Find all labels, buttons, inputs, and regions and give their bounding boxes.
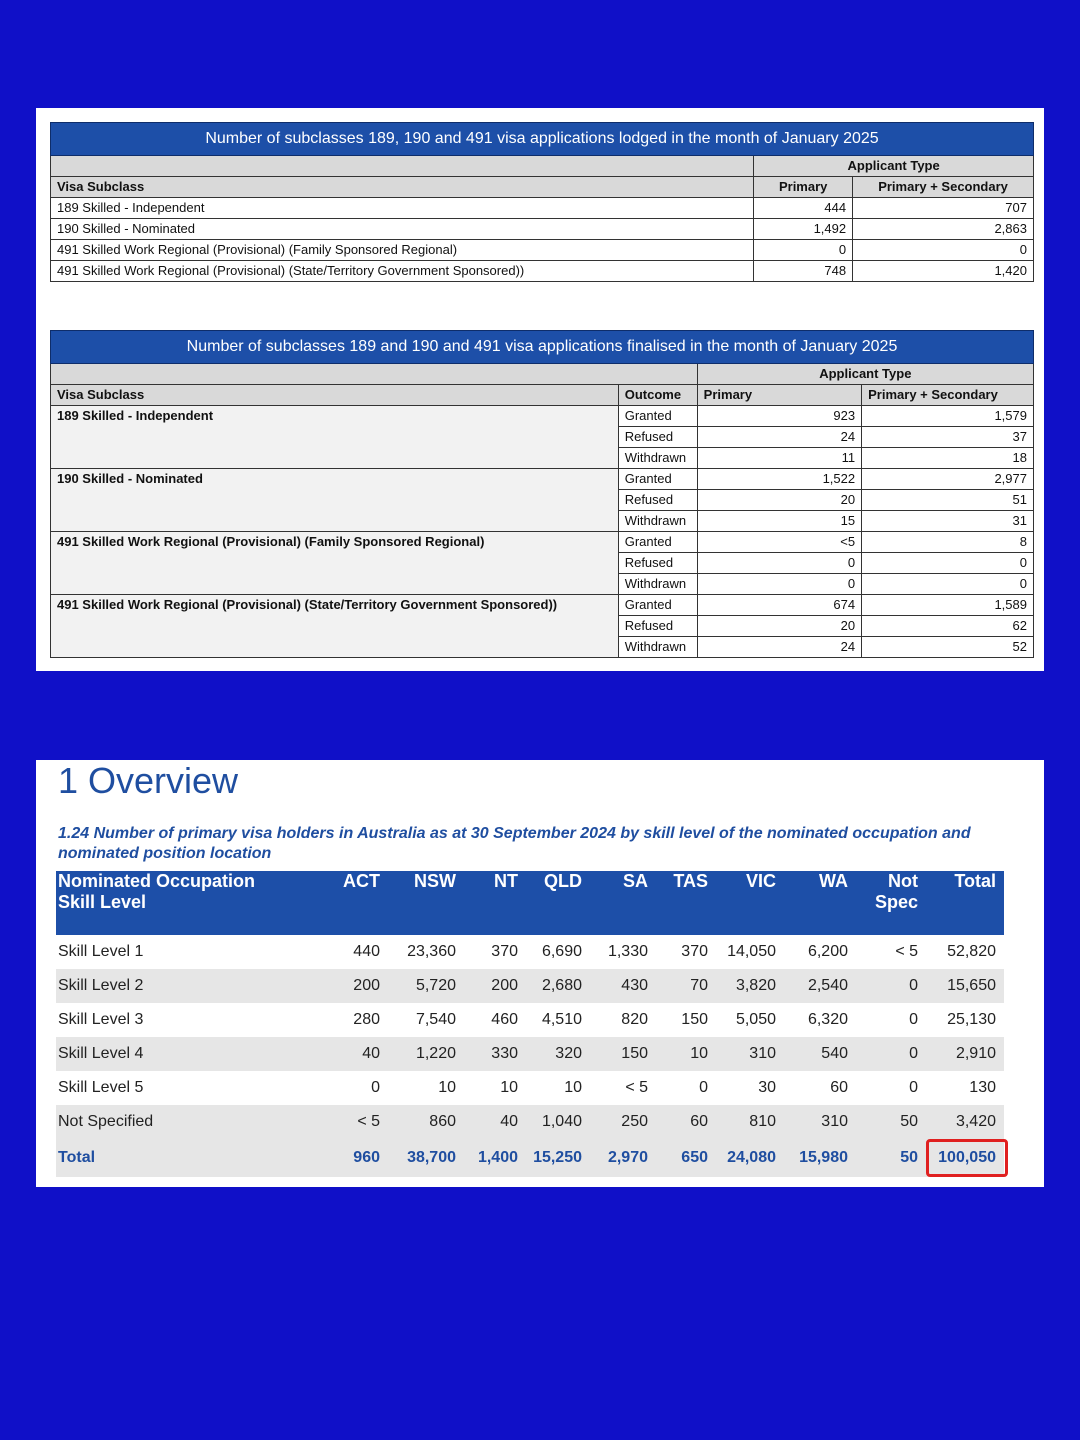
visa-subclass-header: Visa Subclass (51, 177, 754, 198)
value-cell: 860 (388, 1105, 464, 1139)
finalised-group-header-row (51, 364, 1034, 385)
value-cell: 150 (590, 1037, 656, 1071)
value-cell: 1,040 (526, 1105, 590, 1139)
value-cell: 1,220 (388, 1037, 464, 1071)
table-row (51, 240, 1034, 261)
outcome-cell: Refused (618, 553, 697, 574)
visa-subclass-cell: 491 Skilled Work Regional (Provisional) (State/Territory Government Sponsored)) (51, 595, 619, 658)
value-cell: 5,720 (388, 969, 464, 1003)
primary-secondary-cell: 0 (853, 240, 1034, 261)
visa-subclass-cell: 190 Skilled - Nominated (51, 469, 619, 532)
skill-level-cell: Not Specified (56, 1105, 326, 1139)
value-cell: 130 (969, 1079, 996, 1096)
column-header (856, 871, 926, 935)
visa-subclass-cell: 491 Skilled Work Regional (Provisional) (State/Territory Government Sponsored)) (51, 261, 754, 282)
primary-cell: 674 (697, 595, 861, 616)
primary-secondary-cell: 1,579 (862, 406, 1034, 427)
primary-secondary-cell: 37 (862, 427, 1034, 448)
total-value-cell: 1,400 (464, 1139, 526, 1177)
primary-secondary-cell: 18 (862, 448, 1034, 469)
column-header (526, 871, 590, 935)
value-cell: 30 (758, 1079, 776, 1096)
overview-caption: 1.24 Number of primary visa holders in Australia as at 30 September 2024 by skill level of the nominated occupation and nominated position location (58, 825, 971, 862)
primary-cell: 748 (754, 261, 853, 282)
value-cell: 280 (353, 1011, 380, 1028)
primary-secondary-cell: 1,589 (862, 595, 1034, 616)
primary-secondary-cell: 2,863 (853, 219, 1034, 240)
value-cell: 52,820 (947, 943, 996, 960)
total-label: Total (56, 1139, 326, 1177)
value-cell: 40 (326, 1037, 388, 1071)
value-cell: 0 (909, 1011, 918, 1028)
value-cell: 1,330 (607, 943, 648, 960)
column-header-line1: NSW (414, 871, 456, 891)
primary-secondary-header: Primary + Secondary (862, 385, 1034, 406)
value-cell: 10 (656, 1037, 716, 1071)
value-cell: 2,910 (926, 1037, 1004, 1071)
column-header (784, 871, 856, 935)
value-cell: 40 (464, 1105, 526, 1139)
column-header (716, 871, 784, 935)
column-header (656, 871, 716, 935)
primary-secondary-header: Primary + Secondary (853, 177, 1034, 198)
primary-cell: 0 (754, 240, 853, 261)
value-cell: 440 (353, 943, 380, 960)
total-value-cell: 960 (326, 1139, 388, 1177)
value-cell: 60 (656, 1105, 716, 1139)
overview-heading: 1 Overview (58, 760, 239, 801)
column-header (464, 871, 526, 935)
visa-subclass-cell: 189 Skilled - Independent (51, 406, 619, 469)
value-cell: 370 (681, 943, 708, 960)
value-cell: 4,510 (541, 1011, 582, 1028)
primary-cell: 11 (697, 448, 861, 469)
grand-total-highlight-box (926, 1139, 1008, 1177)
outcome-cell: Withdrawn (618, 448, 697, 469)
value-cell: 0 (856, 969, 926, 1003)
value-cell: 460 (491, 1011, 518, 1028)
lodged-table-title: Number of subclasses 189, 190 and 491 visa applications lodged in the month of January 2025 (51, 123, 1034, 156)
column-header-line1: QLD (544, 871, 582, 891)
outcome-cell: Refused (618, 427, 697, 448)
table-row (56, 969, 1004, 1003)
value-cell: 10 (438, 1079, 456, 1096)
table-row (56, 1003, 1004, 1037)
column-header (326, 871, 388, 935)
outcome-cell: Granted (618, 532, 697, 553)
value-cell: 200 (464, 969, 526, 1003)
lodged-column-header-row (51, 177, 1034, 198)
visa-subclass-header: Visa Subclass (51, 385, 619, 406)
value-cell: 310 (784, 1105, 856, 1139)
value-cell: 540 (784, 1037, 856, 1071)
value-cell: 310 (716, 1037, 784, 1071)
grand-total-cell: 100,050 (926, 1139, 1004, 1177)
value-cell: 6,320 (807, 1011, 848, 1028)
value-cell: 150 (681, 1011, 708, 1028)
value-cell: 320 (526, 1037, 590, 1071)
table-row (56, 1037, 1004, 1071)
total-value-cell: 24,080 (716, 1139, 784, 1177)
outcome-cell: Withdrawn (618, 511, 697, 532)
outcome-cell: Withdrawn (618, 574, 697, 595)
table-row (51, 261, 1034, 282)
applicant-type-header: Applicant Type (754, 156, 1034, 177)
skill-level-cell: Skill Level 1 (58, 943, 144, 960)
finalised-applications-table (50, 330, 1034, 658)
primary-secondary-cell: 51 (862, 490, 1034, 511)
finalised-table-title: Number of subclasses 189 and 190 and 491 visa applications finalised in the month of January 2025 (51, 331, 1034, 364)
primary-secondary-cell: 52 (862, 637, 1034, 658)
lodged-applications-table (50, 122, 1034, 282)
skill-level-cell: Skill Level 3 (58, 1011, 144, 1028)
column-header (590, 871, 656, 935)
outcome-cell: Granted (618, 595, 697, 616)
outcome-header: Outcome (618, 385, 697, 406)
column-header-line1: SA (622, 871, 648, 891)
value-cell: 820 (621, 1011, 648, 1028)
value-cell: 2,540 (784, 969, 856, 1003)
primary-cell: 20 (697, 490, 861, 511)
column-header (388, 871, 464, 935)
skill-level-cell: Skill Level 5 (58, 1079, 144, 1096)
value-cell: < 5 (895, 943, 918, 960)
primary-secondary-cell: 8 (862, 532, 1034, 553)
column-header-line1: NT (494, 871, 518, 891)
value-cell: 3,420 (926, 1105, 1004, 1139)
total-value-cell: 50 (856, 1139, 926, 1177)
primary-cell: 24 (697, 637, 861, 658)
column-header-line1: Nominated Occupation (58, 871, 256, 891)
primary-secondary-cell: 0 (862, 574, 1034, 595)
table-row (56, 935, 1004, 969)
total-value-cell: 15,980 (784, 1139, 856, 1177)
value-cell: 7,540 (415, 1011, 456, 1028)
outcome-cell: Refused (618, 616, 697, 637)
column-header-line1: VIC (745, 871, 776, 891)
applications-panel (36, 108, 1044, 671)
primary-cell: 444 (754, 198, 853, 219)
table-row (56, 1105, 1004, 1139)
value-cell: 200 (326, 969, 388, 1003)
table-row (51, 198, 1034, 219)
value-cell: 23,360 (407, 943, 456, 960)
value-cell: < 5 (326, 1105, 388, 1139)
primary-secondary-cell: 62 (862, 616, 1034, 637)
primary-header: Primary (754, 177, 853, 198)
lodged-title-row (51, 123, 1034, 156)
column-header-line2: Skill Level (58, 892, 147, 912)
outcome-cell: Refused (618, 490, 697, 511)
total-value-cell: 15,250 (526, 1139, 590, 1177)
value-cell: 250 (590, 1105, 656, 1139)
primary-cell: 20 (697, 616, 861, 637)
value-cell: 10 (564, 1079, 582, 1096)
value-cell: 810 (716, 1105, 784, 1139)
value-cell: 14,050 (727, 943, 776, 960)
value-cell: 6,200 (807, 943, 848, 960)
column-header-line1: Total (954, 871, 996, 891)
value-cell: 60 (830, 1079, 848, 1096)
table-row (56, 1071, 1004, 1105)
value-cell: 70 (656, 969, 716, 1003)
value-cell: 430 (590, 969, 656, 1003)
primary-cell: 24 (697, 427, 861, 448)
primary-cell: 923 (697, 406, 861, 427)
value-cell: 2,680 (526, 969, 590, 1003)
value-cell: 0 (371, 1079, 380, 1096)
value-cell: 3,820 (716, 969, 784, 1003)
value-cell: 5,050 (735, 1011, 776, 1028)
table-row (51, 406, 1034, 427)
column-header-line1: Not (888, 871, 918, 891)
primary-secondary-cell: 707 (853, 198, 1034, 219)
value-cell: 15,650 (926, 969, 1004, 1003)
finalised-column-header-row (51, 385, 1034, 406)
outcome-cell: Withdrawn (618, 637, 697, 658)
primary-cell: 1,492 (754, 219, 853, 240)
value-cell: < 5 (625, 1079, 648, 1096)
column-header-line2: Spec (874, 892, 918, 912)
table-row (51, 595, 1034, 616)
value-cell: 0 (699, 1079, 708, 1096)
primary-secondary-cell: 1,420 (853, 261, 1034, 282)
skill-level-cell: Skill Level 4 (56, 1037, 326, 1071)
value-cell: 6,690 (541, 943, 582, 960)
value-cell: 25,130 (947, 1011, 996, 1028)
visa-subclass-cell: 491 Skilled Work Regional (Provisional) (Family Sponsored Regional) (51, 532, 619, 595)
total-value-cell: 38,700 (388, 1139, 464, 1177)
primary-header: Primary (697, 385, 861, 406)
lodged-group-header-row (51, 156, 1034, 177)
table-row (51, 532, 1034, 553)
header-blank-cell (51, 156, 754, 177)
value-cell: 0 (856, 1037, 926, 1071)
outcome-cell: Granted (618, 406, 697, 427)
skill-level-cell: Skill Level 2 (56, 969, 326, 1003)
primary-secondary-cell: 2,977 (862, 469, 1034, 490)
total-row (56, 1139, 1004, 1177)
primary-cell: 0 (697, 553, 861, 574)
value-cell: 50 (856, 1105, 926, 1139)
column-header-line1: TAS (673, 871, 708, 891)
visa-subclass-cell: 189 Skilled - Independent (51, 198, 754, 219)
value-cell: 330 (464, 1037, 526, 1071)
total-value-cell: 650 (656, 1139, 716, 1177)
primary-cell: 1,522 (697, 469, 861, 490)
primary-secondary-cell: 0 (862, 553, 1034, 574)
outcome-cell: Granted (618, 469, 697, 490)
primary-cell: <5 (697, 532, 861, 553)
finalised-title-row (51, 331, 1034, 364)
column-header-line1: WA (819, 871, 848, 891)
value-cell: 370 (491, 943, 518, 960)
column-header-line1: ACT (343, 871, 380, 891)
table-row (51, 469, 1034, 490)
visa-subclass-cell: 491 Skilled Work Regional (Provisional) (Family Sponsored Regional) (51, 240, 754, 261)
primary-cell: 0 (697, 574, 861, 595)
value-cell: 0 (909, 1079, 918, 1096)
primary-cell: 15 (697, 511, 861, 532)
column-header (926, 871, 1004, 935)
value-cell: 10 (500, 1079, 518, 1096)
header-blank-cell (51, 364, 698, 385)
column-header (56, 871, 326, 935)
primary-secondary-cell: 31 (862, 511, 1034, 532)
visa-holders-table (56, 871, 1004, 1177)
overview-panel (36, 760, 1044, 1187)
table-row (51, 219, 1034, 240)
visa-subclass-cell: 190 Skilled - Nominated (51, 219, 754, 240)
total-value-cell: 2,970 (590, 1139, 656, 1177)
applicant-type-header: Applicant Type (697, 364, 1033, 385)
